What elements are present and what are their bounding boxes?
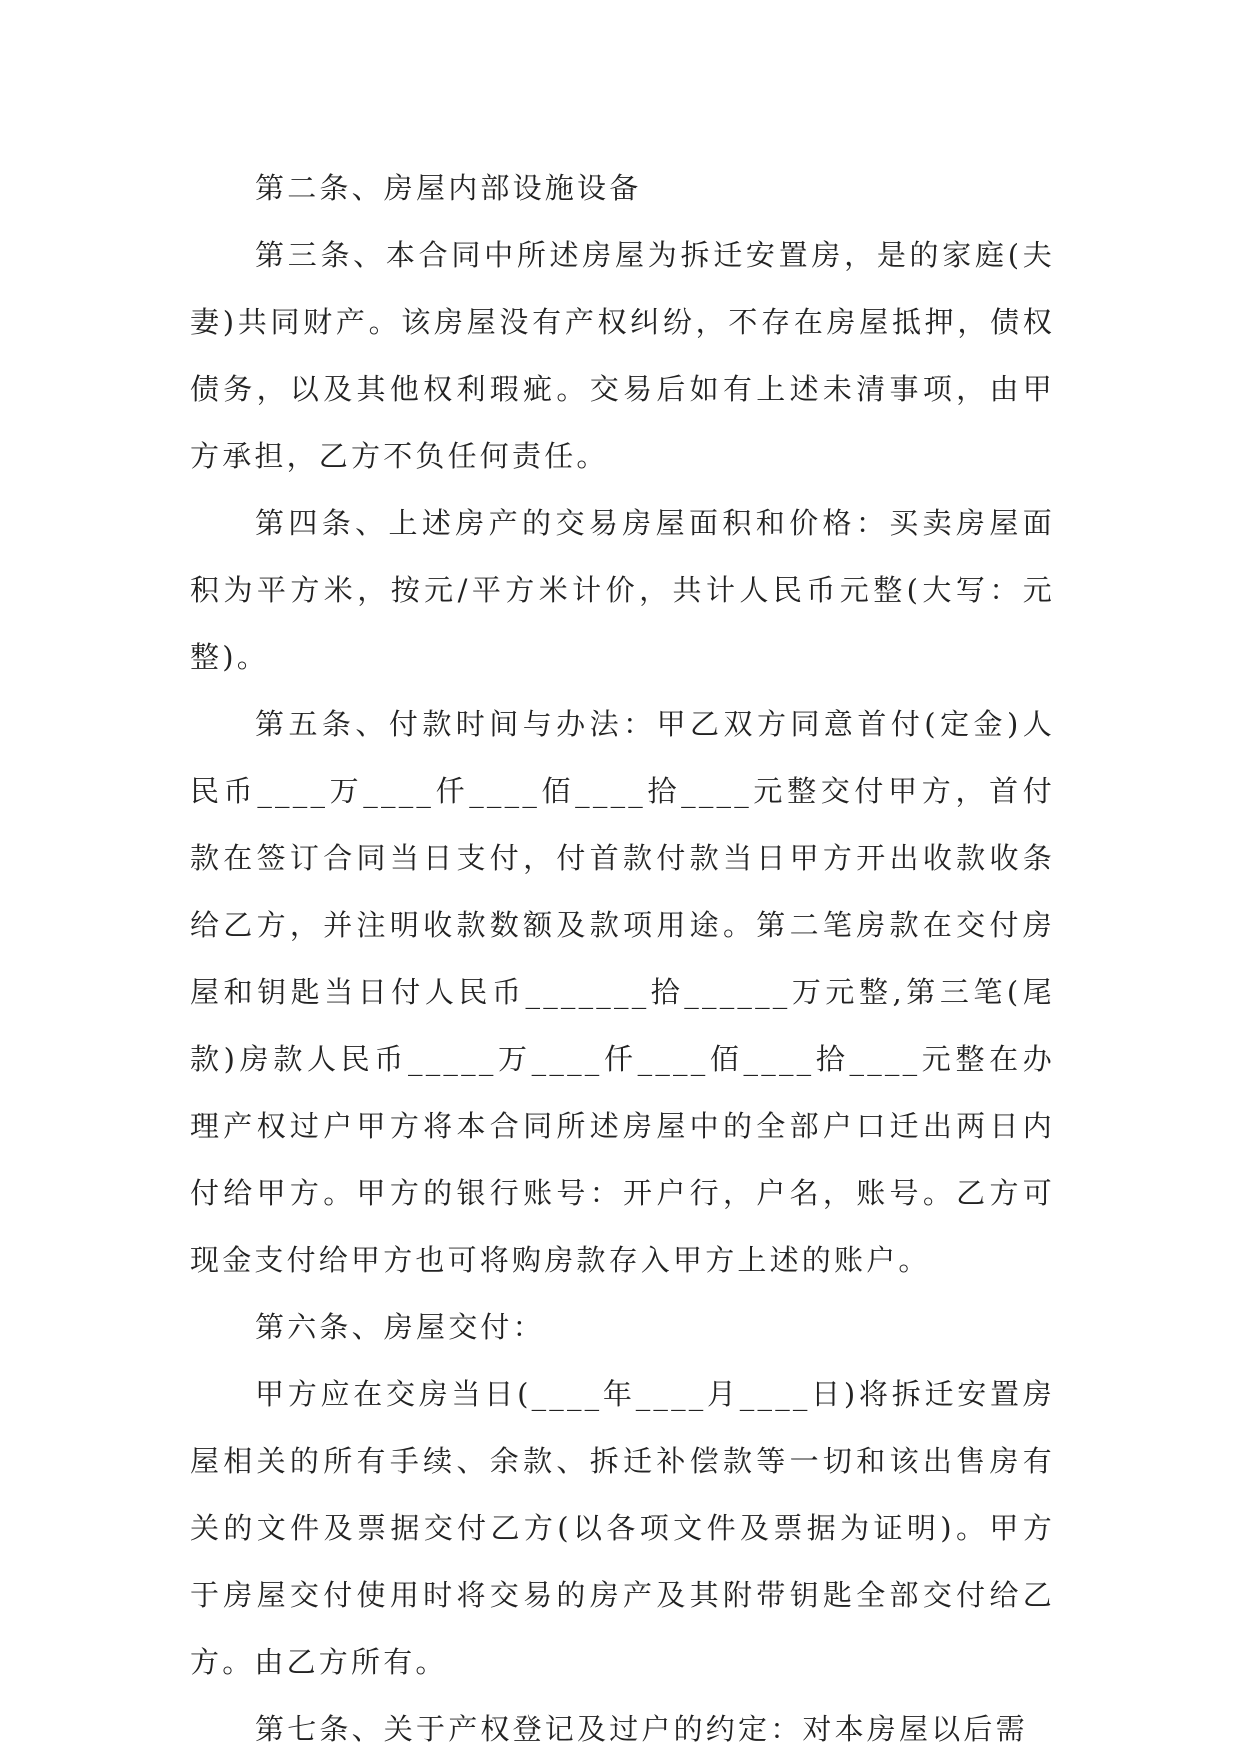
clause-6-paragraph: 甲方应在交房当日(____年____月____日)将拆迁安置房屋相关的所有手续、余款、拆迁补偿款等一切和该出售房有关的文件及票据交付乙方(以各项文件及票据为证明)。甲方于房屋交付使用时将交易的房产及其附带钥匙全部交付给乙方。由乙方所有。 [190, 1377, 1055, 1679]
clause-6-heading: 第六条、房屋交付： [255, 1310, 545, 1344]
clause-7-paragraph: 第七条、关于产权登记及过户的约定：对本房屋以后需 [255, 1712, 1028, 1746]
clause-4-paragraph: 第四条、上述房产的交易房屋面积和价格：买卖房屋面积为平方米，按元/平方米计价，共计人民币元整(大写：元整)。 [190, 506, 1055, 674]
clause-3-paragraph: 第三条、本合同中所述房屋为拆迁安置房，是的家庭(夫妻)共同财产。该房屋没有产权纠纷，不存在房屋抵押，债权债务，以及其他权利瑕疵。交易后如有上述未清事项，由甲方承担，乙方不负任何责任。 [190, 238, 1055, 473]
clause-2-paragraph: 第二条、房屋内部设施设备 [255, 171, 642, 205]
clause-5-paragraph: 第五条、付款时间与办法：甲乙双方同意首付(定金)人民币____万____仟____佰____拾____元整交付甲方，首付款在签订合同当日支付，付首款付款当日甲方开出收款收条给乙方，并注明收款数额及款项用途。第二笔房款在交付房屋和钥匙当日付人民币_______拾______万元整,第三笔(尾款)房款人民币_____万____仟____佰____拾____元整在办理产权过户甲方将本合同所述房屋中的全部户口迁出两日内付给甲方。甲方的银行账号：开户行，户名，账号。乙方可现金支付给甲方也可将购房款存入甲方上述的账户。 [190, 707, 1055, 1277]
document-body [190, 155, 1055, 1763]
